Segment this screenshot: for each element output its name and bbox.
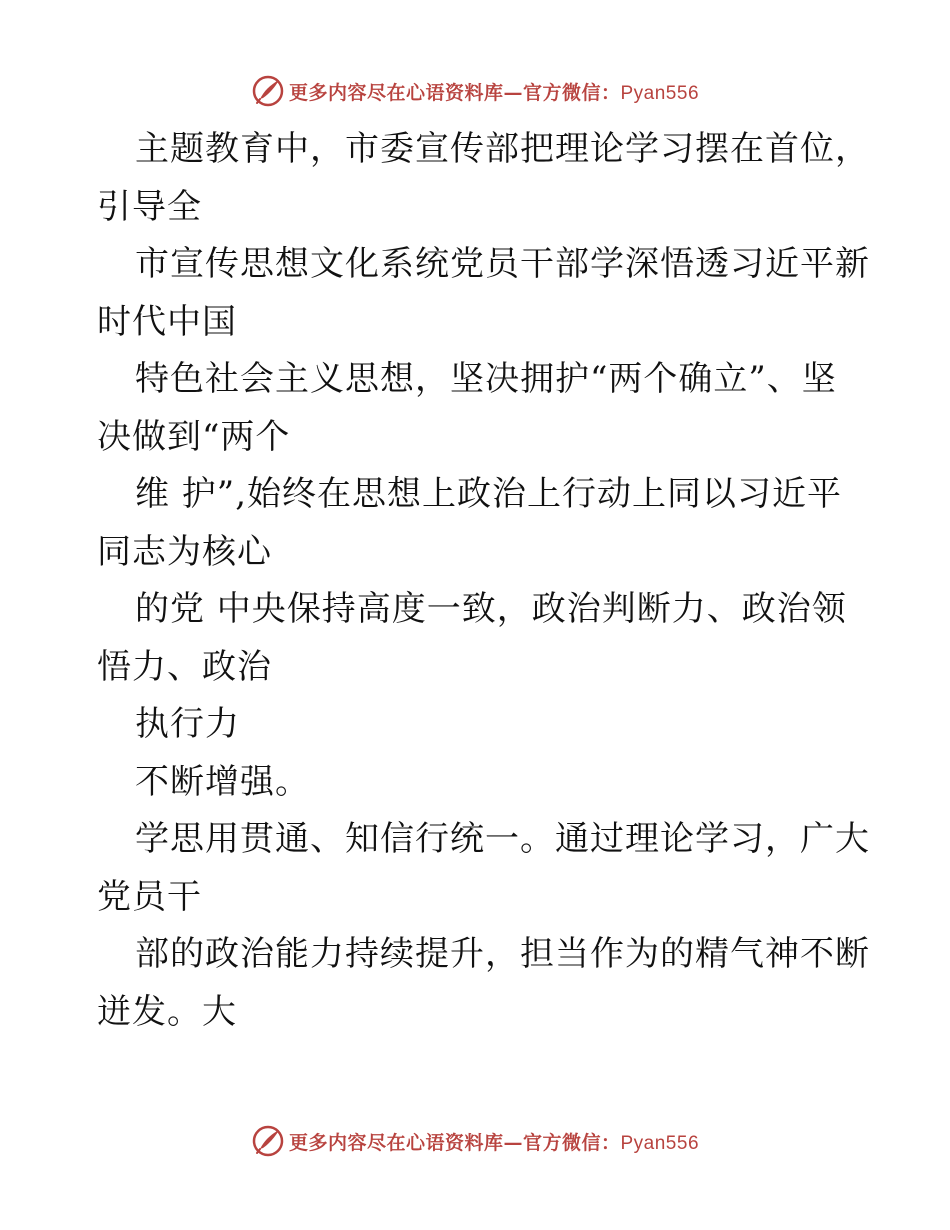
text-line: 决做到“两个 [97,416,291,457]
text-line: 部的政治能力持续提升，担当作为的精气神不断 [135,934,870,974]
footer-banner-text [289,1128,699,1155]
text-line: 主题教育中，市委宣传部把理论学习摆在首位， [135,129,870,169]
text-line: 悟力、政治 [97,646,272,687]
text-line: 不断增强。 [135,761,310,802]
header-banner-cn: 更多内容尽在心语资料库—官方微信： [288,81,621,104]
text-line: 执行力 [135,704,240,744]
footer-banner [0,1121,950,1161]
text-line: 的党 中央保持高度一致，政治判断力、政治领 [135,589,847,629]
document-body [97,121,870,1041]
footer-banner-cn: 更多内容尽在心语资料库—官方微信： [288,1131,621,1154]
text-line: 维 护”,始终在思想上政治上行动上同以习近平 [135,474,842,514]
text-line: 迸发。大 [97,991,237,1032]
quill-logo-icon [251,74,285,108]
text-line: 特色社会主义思想，坚决拥护“两个确立”、坚 [135,359,837,399]
text-line: 时代中国 [97,301,237,342]
text-line: 同志为核心 [97,531,272,572]
header-banner [0,71,950,111]
header-wechat-id: Pyan556 [620,82,700,104]
quill-logo-icon [251,1124,285,1158]
text-line: 党员干 [97,876,202,917]
footer-wechat-id: Pyan556 [620,1132,700,1154]
text-line: 学思用贯通、知信行统一。通过理论学习，广大 [135,819,870,859]
header-banner-text [289,78,699,105]
text-line: 市宣传思想文化系统党员干部学深悟透习近平新 [135,244,870,284]
text-line: 引导全 [97,186,202,227]
